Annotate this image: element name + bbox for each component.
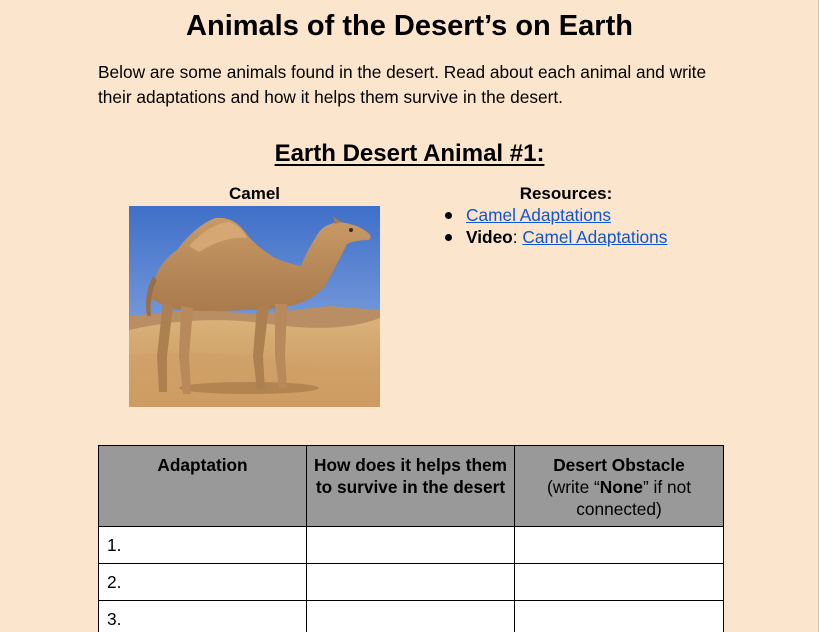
video-colon: : xyxy=(512,227,523,247)
resources-heading: Resources: xyxy=(519,184,613,203)
adaptations-table xyxy=(98,445,724,632)
resources-list xyxy=(440,204,667,248)
header-obstacle-note-end: ” if not connected) xyxy=(576,477,692,519)
desert-obstacle-cell[interactable] xyxy=(515,527,724,564)
camel-adaptations-link[interactable]: Camel Adaptations xyxy=(466,205,612,225)
table-row xyxy=(99,601,724,632)
header-desert-obstacle xyxy=(515,446,724,527)
header-adaptation: Adaptation xyxy=(99,446,307,527)
adaptation-cell[interactable]: 1. xyxy=(99,527,307,564)
video-label: Video xyxy=(466,227,513,247)
camel-image xyxy=(129,206,380,407)
video-camel-adaptations-link[interactable]: Camel Adaptations xyxy=(522,227,668,247)
header-how-it-helps: How does it helps them to survive in the desert xyxy=(307,446,515,527)
header-obstacle-note-start: (write “ xyxy=(546,477,600,497)
how-it-helps-cell[interactable] xyxy=(307,527,515,564)
adaptation-cell[interactable]: 2. xyxy=(99,564,307,601)
page-title: Animals of the Desert’s on Earth xyxy=(186,10,633,42)
table-row xyxy=(99,527,724,564)
section-heading: Earth Desert Animal #1: xyxy=(274,140,545,167)
table-row xyxy=(99,564,724,601)
table-header-row xyxy=(99,446,724,527)
desert-obstacle-cell[interactable] xyxy=(515,564,724,601)
resource-item xyxy=(440,204,667,226)
animal-name: Camel xyxy=(228,184,281,203)
header-obstacle-title: Desert Obstacle xyxy=(553,455,685,475)
adaptation-cell[interactable]: 3. xyxy=(99,601,307,632)
resource-item xyxy=(440,226,667,248)
desert-obstacle-cell[interactable] xyxy=(515,601,724,632)
how-it-helps-cell[interactable] xyxy=(307,601,515,632)
header-obstacle-note-bold: None xyxy=(599,477,643,497)
bullet-icon xyxy=(445,212,452,219)
intro-paragraph: Below are some animals found in the desert. Read about each animal and write their adaptations and how it helps them survive in the desert. xyxy=(98,62,707,107)
how-it-helps-cell[interactable] xyxy=(307,564,515,601)
bullet-icon xyxy=(445,234,452,241)
